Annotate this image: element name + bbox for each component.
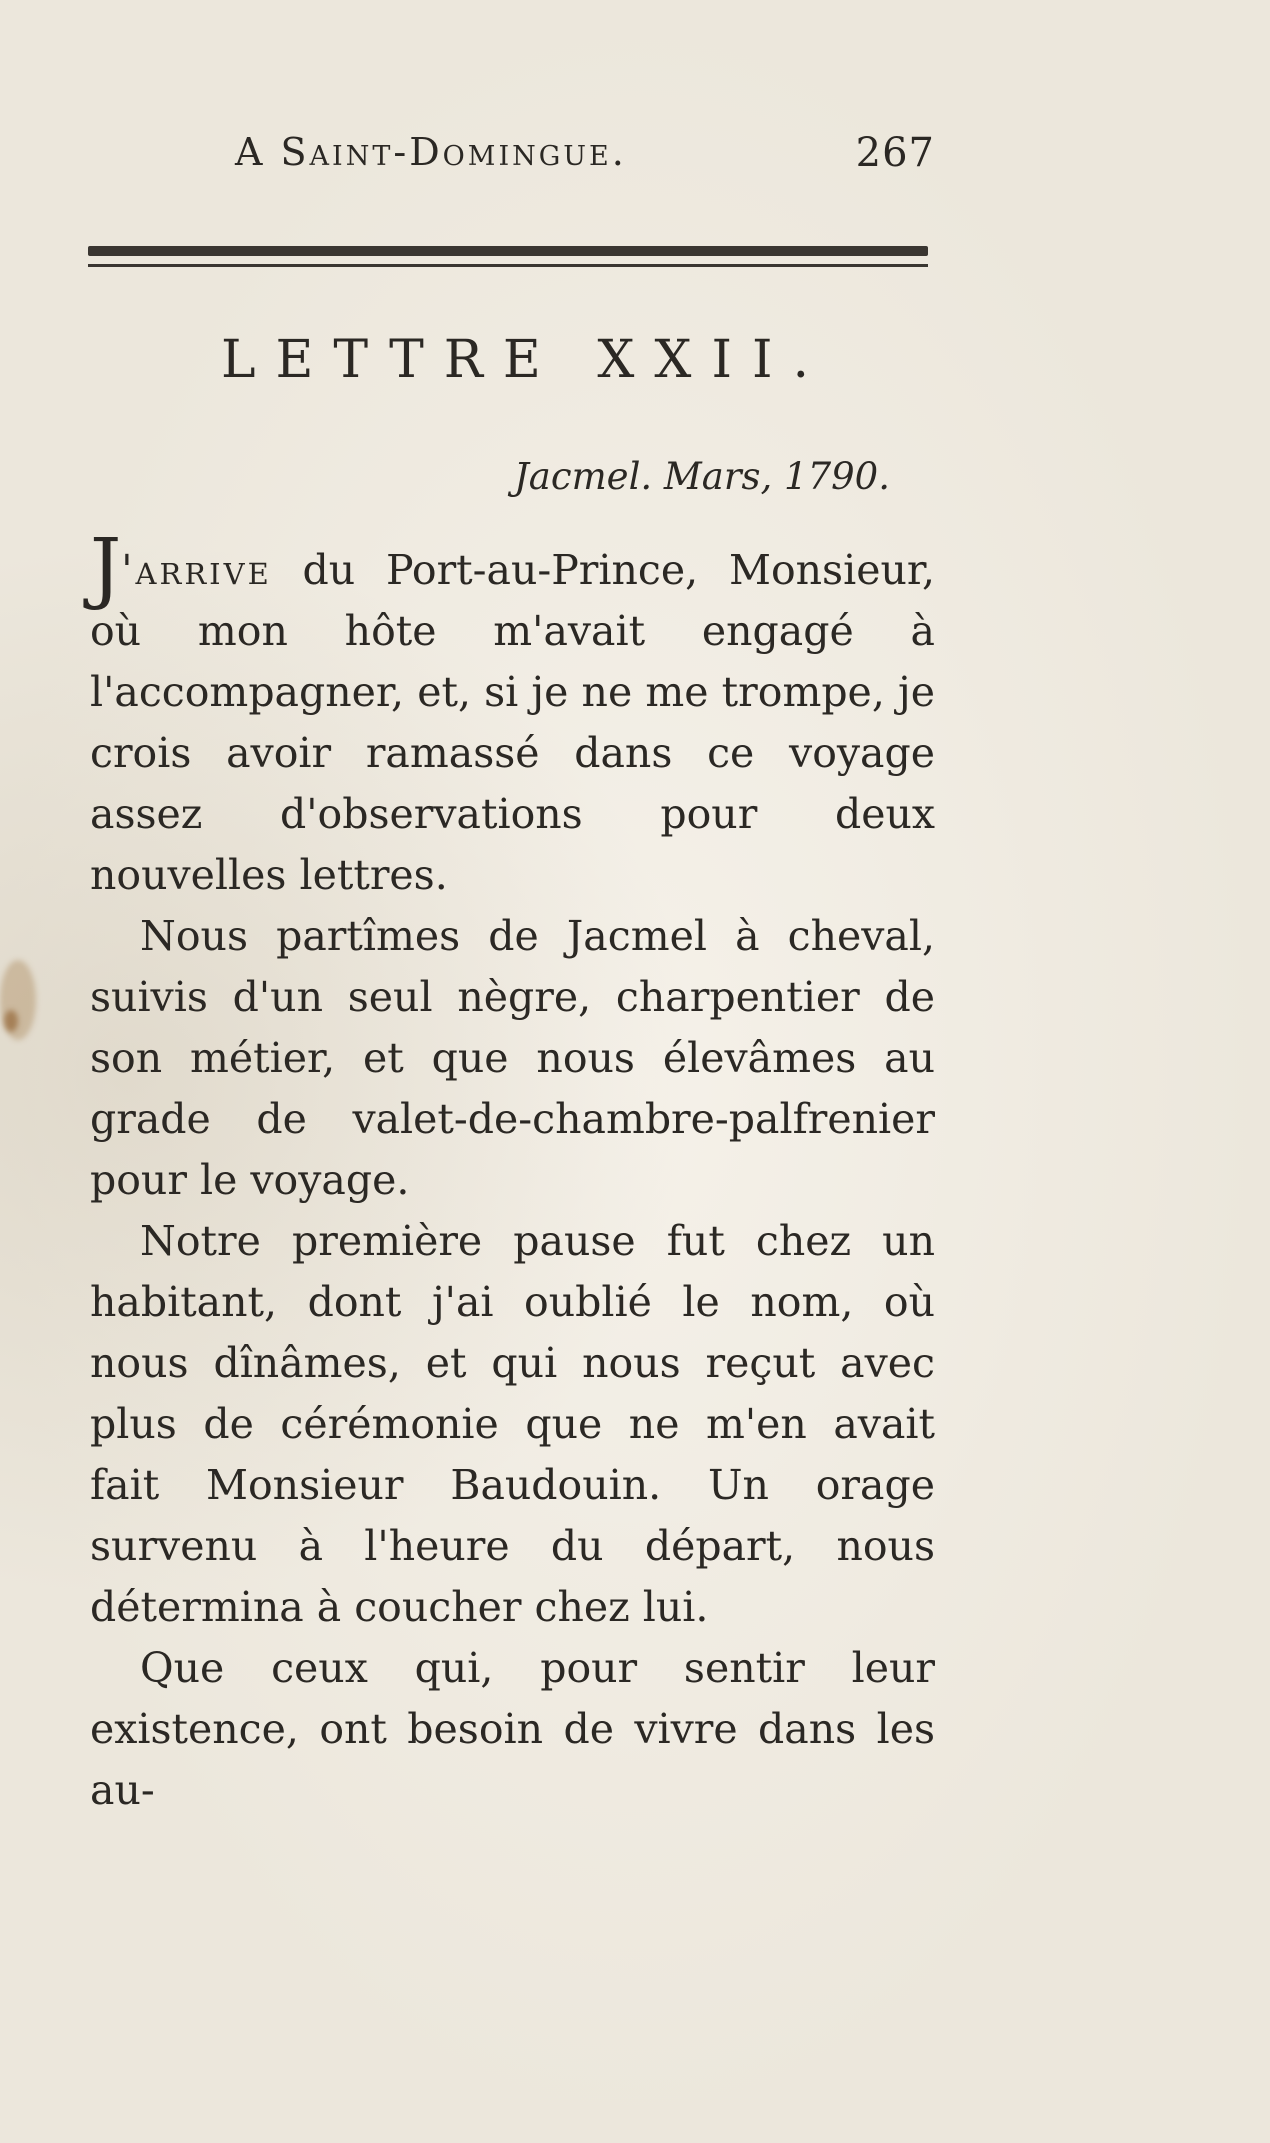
page-number: 267 — [855, 130, 935, 176]
ornamental-rule — [88, 246, 928, 276]
paragraph-4: Que ceux qui, pour sentir leur existence, ont besoin de vivre dans les au- — [90, 1644, 935, 1814]
lead-small-caps: 'arrive — [121, 546, 272, 594]
running-head — [235, 130, 935, 180]
letter-body — [90, 523, 935, 1821]
paragraph-1 — [90, 523, 935, 906]
letter-title: LETTRE XXII. — [220, 330, 830, 390]
paragraph-3: Notre première pause fut chez un habitant, dont j'ai oublié le nom, où nous dînâmes, et qui nous reçut avec plus de cérémonie que ne m'en avait fait Monsieur Baudouin. Un orage survenu à l'heure du départ, nous détermina à coucher chez lui. — [90, 1217, 935, 1631]
drop-cap: J — [90, 523, 122, 613]
dateline: Jacmel. Mars, 1790. — [513, 455, 890, 498]
rule-thick-line — [88, 246, 928, 256]
paragraph-2: Nous partîmes de Jacmel à cheval, suivis d'un seul nègre, charpentier de son métier, et que nous élevâmes au grade de valet-de-chambre-palfrenier pour le voyage. — [90, 912, 935, 1204]
rule-thin-line — [88, 264, 928, 267]
paper-stain — [4, 1010, 18, 1032]
paragraph-1-text: du Port-au-Prince, Monsieur, où mon hôte m'avait engagé à l'accompagner, et, si je ne me trompe, je crois avoir ramassé dans ce voyage assez d'observations pour deux nouvelles lettres. — [90, 546, 935, 899]
running-head-title: A Saint-Domingue. — [235, 130, 627, 174]
